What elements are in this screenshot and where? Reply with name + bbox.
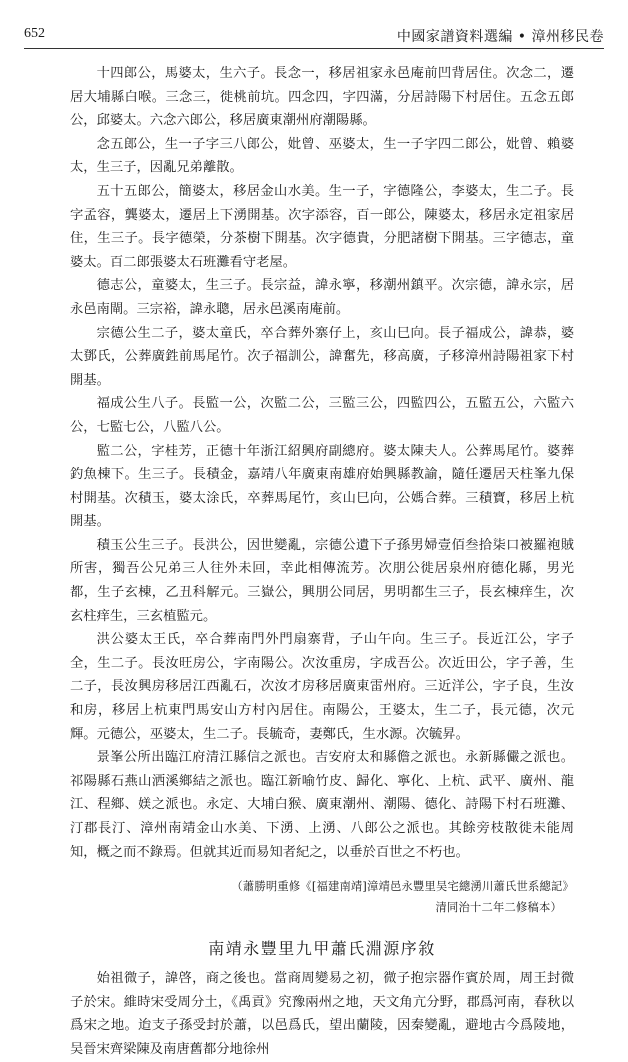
paragraph: 宗德公生二子，婆太童氏，卒合葬外寨仔上，亥山巳向。長子福成公，諱恭，婆太鄧氏，公葬廣鉎前馬尾竹。次子福訓公，諱奮先，移高廣，子移漳州詩陽祖家下村開基。 — [70, 325, 574, 388]
page-body — [70, 62, 574, 1062]
page-number: 652 — [24, 26, 45, 41]
paragraph: 積玉公生三子。長洪公，因世變亂，宗德公遺下子孫男婦壹佰叁拾柒口被羅袍賊所害，獨吾公兄弟三人往外未回，幸此相傳流芳。次朋公徙居泉州府德化縣，男光都，生子玄棟，乙丑科解元。三嶽公，興朋公同居，男明都生三子，長玄棟痒生，次玄柱痒生，三玄植監元。 — [70, 537, 574, 624]
paragraph: 十四郎公，馬婆太，生六子。長念一，移居祖家永邑庵前凹背居住。次念二，遷居大埔縣白喉。三念三，徙桃前坑。四念四，字四滿，分居詩陽下村居住。五念五郎公，邱婆太。六念六郎公，移居廣東潮州府潮陽縣。 — [70, 66, 574, 129]
paragraph: 監二公，字桂芳，正德十年浙江紹興府副總府。婆太陳夫人。公葬馬尾竹。婆葬釣魚棟下。生三子。長積金，嘉靖八年廣東南雄府始興縣教諭，隨任遷居天柱峯九保村開基。次積玉，婆太涂氏，卒葬馬尾竹，亥山巳向，公媽合葬。三積寶，移居上杭開基。 — [70, 443, 574, 530]
series-title: 中國家譜資料選編 • 漳州移民卷 — [396, 29, 604, 45]
paragraph: 五十五郎公，簡婆太，移居金山水美。生一子，字德隆公，李婆太，生二子。長字孟容，龔婆太，遷居上下湧開基。次字添容，百一郎公，陳婆太，移居永定祖家居住，生三子。長字德榮，分茶樹下開基。次字德貴，分肥諸樹下開基。三字德志，童婆太。百二郎張婆太石班灘看守老屋。 — [70, 183, 574, 270]
paragraph: 福成公生八子。長監一公，次監二公，三監三公，四監四公，五監五公，六監六公，七監七公，八監八公。 — [70, 396, 574, 435]
paragraph: 洪公婆太王氏，卒合葬南門外門扇寨背，子山午向。生三子。長近江公，字子全，生二子。長汝旺房公，字南陽公。次汝重房，字成吾公。次近田公，字子善，生二子，長汝興房移居江西亂石，次汝才房移居廣東雷州府。三近洋公，字子良，生汝和房，移居上杭東門馬安山方村內居住。南陽公，王婆太，生二子，長元德，次元輝。元德公，巫婆太，生二子。長毓奇，妻鄭氏，生水源。次毓昇。 — [70, 632, 574, 742]
paragraph: 德志公，童婆太，生三子。長宗益，諱永寧，移潮州鎮平。次宗德，諱永宗，居永邑南閘。三宗裕，諱永聰，居永邑溪南庵前。 — [70, 278, 574, 317]
paragraph: 始祖微子，諱啓，商之後也。當商周變易之初，微子抱宗器作賓於周，周王封微子於宋。維時宋受周分土，《禹貢》究豫兩州之地，天文角亢分野，郡爲河南，春秋以爲宋之地。迨支子孫受封於蕭，以邑爲氏，望出蘭陵，因秦變亂，避地古今爲陵地，吴晉宋齊梁陳及南唐舊都分地徐州 — [70, 971, 574, 1057]
paragraph: 念五郎公，生一子字三八郎公，妣曾、巫婆太，生一子字四二郎公，妣曾、賴婆太，生三子，因亂兄弟離散。 — [70, 136, 574, 176]
page-header — [24, 22, 604, 49]
paragraph: 景峯公所出臨江府清江縣信之派也。吉安府太和縣儋之派也。永新縣儼之派也。祁陽縣石燕山洒溪鄉結之派也。臨江新喻竹皮、歸化、寧化、上杭、武平、廣州、龍江、程鄉、媄之派也。永定、大埔白猴、廣東潮州、潮陽、德化、詩陽下村石班灘、汀郡長汀、漳州南靖金山水美、下湧、上湧、八郎公之派也。其餘旁枝散徙未能周知，概之而不錄焉。但就其近而易知者紀之，以垂於百世之不朽也。 — [70, 750, 574, 860]
source-citation-block — [70, 876, 574, 918]
source-date: 清同治十二年二修稿本） — [435, 901, 562, 915]
source-citation: （蕭勝明重修《[福建南靖]漳靖邑永豐里吴宅總湧川蕭氏世系總記》 — [231, 880, 574, 894]
section-title: 南靖永豐里九甲蕭氏淵源序敘 — [208, 939, 436, 959]
